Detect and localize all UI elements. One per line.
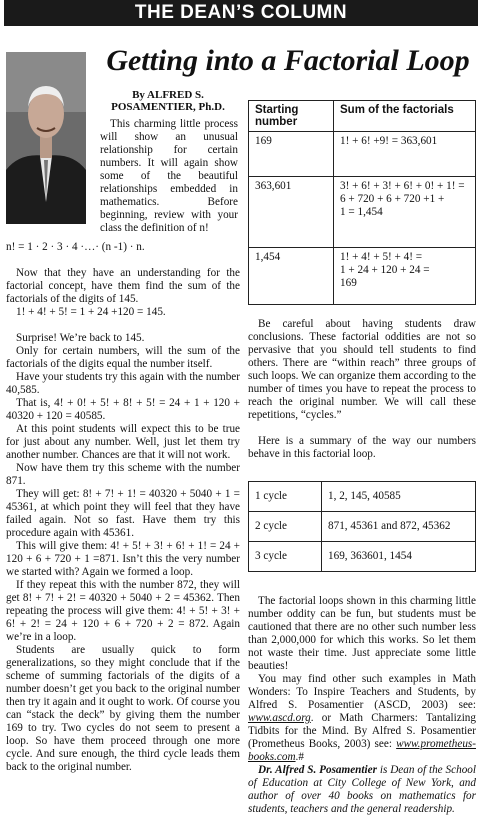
header-sum-of-factorials: Sum of the factorials [334, 101, 476, 132]
factorial-definition: n! = 1 · 2 · 3 · 4 ·…· (n -1) · n. [6, 241, 145, 253]
text: .# [295, 751, 304, 763]
author-photo [6, 52, 86, 224]
text: You may find other such examples in Math Wonders: To Inspire Teachers and Students, by Alfred S. Posamentier (ASCD, 2003) see: [248, 673, 476, 711]
table-row [249, 542, 476, 572]
cycle-label: 2 cycle [249, 512, 322, 542]
cycle-summary-table [248, 481, 476, 572]
left-column [6, 241, 240, 774]
sum-line: 1! + 4! + 5! + 4! = [340, 251, 423, 263]
prometheus-books-link[interactable]: www.prometheus-books.com [248, 738, 476, 763]
factorial-table [248, 100, 476, 305]
paragraph: Here is a summary of the way our numbers behave in this factorial loop. [248, 435, 476, 460]
starting-number-cell: 1,454 [249, 248, 334, 305]
ascd-link[interactable]: www.ascd.org [248, 712, 311, 724]
paragraph: Students are usually quick to form generalizations, so they might conclude that if the scheme of summing factorials of the digits of a number doesn’t get you back to the original number then try it again and it ought to work. Of course you can “stack the deck” by giving them the number 169 to try. Two cycles do not seem to present a loop. So have them proceed through one more cycle. And sure enough, the third cycle leads them back to the original number. [6, 644, 240, 773]
column-masthead: THE DEAN’S COLUMN [4, 0, 478, 26]
paragraph: Surprise! We’re back to 145. [16, 332, 145, 344]
table-row [249, 177, 476, 248]
paragraph: Now that they have an understanding for the factorial concept, have them find the sum of the factorials of the digits of 145. [6, 267, 240, 305]
paragraph: Now have them try this scheme with the number 871. [6, 462, 240, 487]
byline [98, 89, 238, 113]
paragraph: The factorial loops shown in this charming little number oddity can be fun, but students must be cautioned that there are no other such number less than 2,000,000 for which this works. So let them not waste their time. Just appreciate some little beauties! [248, 595, 476, 672]
sum-line: 6 + 720 + 6 + 720 +1 + [340, 193, 445, 205]
starting-number-cell: 169 [249, 132, 334, 177]
author-bio-text: is Dean of the School of Education at City College of New York, and author of over 40 books on mathematics for students, teachers and the general readership. [248, 764, 476, 815]
paragraph: This will give them: 4! + 5! + 3! + 6! + 1! = 24 + 120 + 6 + 720 + 1 =871. Isn’t this the very number we started with? Again we formed a loop. [6, 540, 240, 578]
header-starting-number: Starting number [249, 101, 334, 132]
paragraph: Have your students try this again with the number 40,585. [6, 371, 240, 396]
sum-line: 1 = 1,454 [340, 206, 383, 218]
table-row [249, 132, 476, 177]
table-row [249, 248, 476, 305]
author-name: Dr. Alfred S. Posamentier [258, 764, 377, 776]
text: . or Math Charmers: Tantalizing Tidbits for the Mind. By Alfred S. Posamentier (Prometheus Books, 2003) see: [248, 712, 476, 750]
table-header-row [249, 101, 476, 132]
paragraph: They will get: 8! + 7! + 1! = 40320 + 5040 + 1 = 45361, at which point they will feel that they have failed again. Not so fast. Have them try this procedure again with 45361. [6, 488, 240, 539]
equation-145: 1! + 4! + 5! = 1 + 24 +120 = 145. [16, 306, 166, 318]
starting-number-cell: 363,601 [249, 177, 334, 248]
byline-line-1: By ALFRED S. [132, 89, 204, 101]
sum-cell [334, 132, 476, 177]
paragraph: If they repeat this with the number 872, they will get 8! + 7! + 2! = 40320 + 5040 + 2 = 45362. Then repeating the process will give them: 4! + 5! + 3! + 6! + 2! = 24 + 120 + 6 + 720 + 2 = 872. Again we’re in a loop. [6, 579, 240, 643]
paragraph: Be careful about having students draw conclusions. These factorial oddities are not so pervasive that you should tell students to find others. There are “within reach” three groups of such loops. We can organize them according to the number of times you have to repeat the process to reach the original number. We will call these repetitions, “cycles.” [248, 318, 476, 421]
sum-line: 1 + 24 + 120 + 24 = [340, 264, 430, 276]
author-bio [248, 764, 476, 816]
cycle-values: 1, 2, 145, 40585 [322, 482, 476, 512]
paragraph: Only for certain numbers, will the sum of the factorials of the digits equal the number itself. [6, 345, 240, 370]
table-row [249, 482, 476, 512]
cycle-label: 3 cycle [249, 542, 322, 572]
article-headline: Getting into a Factorial Loop [106, 44, 470, 77]
paragraph: That is, 4! + 0! + 5! + 8! + 5! = 24 + 1 + 120 + 40320 + 120 = 40585. [6, 397, 240, 422]
sum-line: 1! + 6! +9! = 363,601 [340, 135, 438, 147]
sum-cell [334, 248, 476, 305]
intro-paragraph: This charming little process will show an unusual relationship for certain numbers. It will again show some of the beautiful relationships embedded in mathematics. Before beginning, review with your class the definition of n! [100, 118, 238, 234]
paragraph: At this point students will expect this to be true for just about any number. Well, just let them try another number. Chances are that it will not work. [6, 423, 240, 461]
paragraph [248, 673, 476, 764]
sum-line: 3! + 6! + 3! + 6! + 0! + 1! = [340, 180, 465, 192]
table-row [249, 512, 476, 542]
sum-line: 169 [340, 277, 357, 289]
cycle-values: 871, 45361 and 872, 45362 [322, 512, 476, 542]
sum-cell [334, 177, 476, 248]
cycle-values: 169, 363601, 1454 [322, 542, 476, 572]
byline-line-2: POSAMENTIER, Ph.D. [111, 101, 225, 113]
cycle-label: 1 cycle [249, 482, 322, 512]
intro-column [100, 118, 238, 235]
